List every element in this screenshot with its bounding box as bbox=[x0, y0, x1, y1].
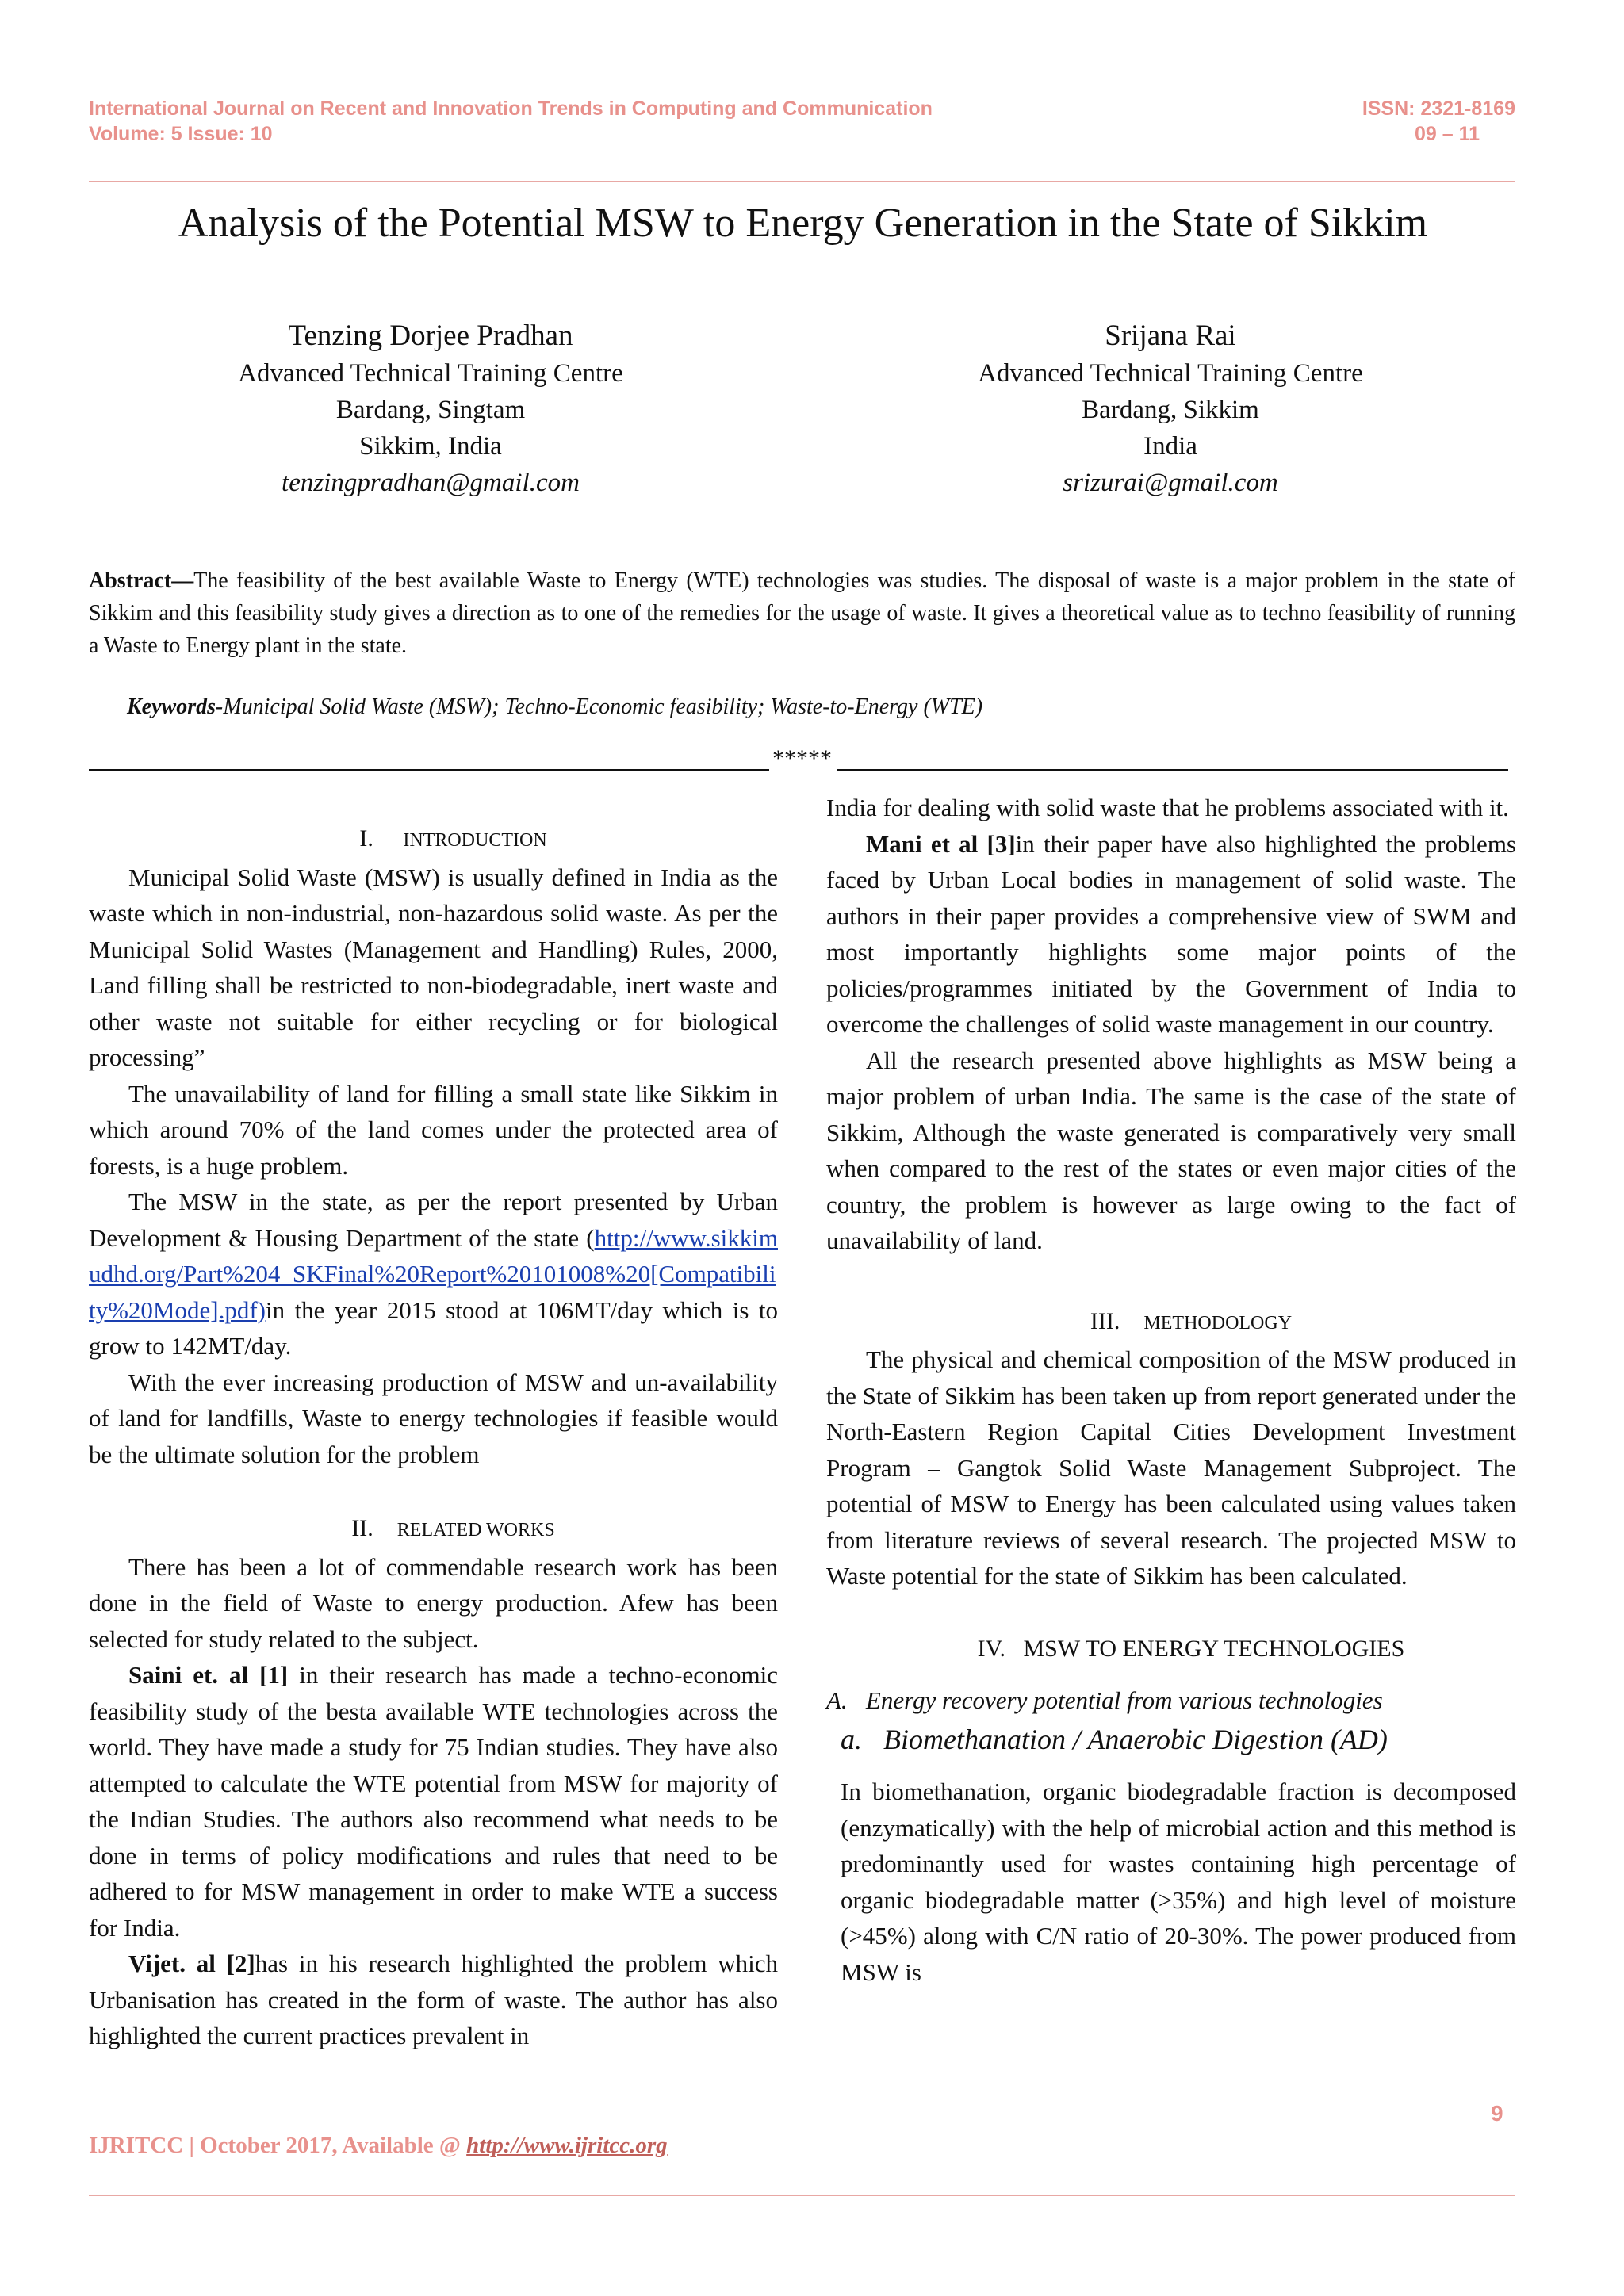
paragraph: The physical and chemical composition of the MSW produced in the State of Sikkim has been taken up from report generated under the North-Eastern Region Capital Cities Development Investment Program – Gangtok Solid Waste Management Subproject. The potential of MSW to Energy has been calculated using values taken from literature reviews of several research. The projected MSW to Waste potential for the state of Sikkim has been calculated. bbox=[826, 1345, 1516, 1590]
author-block-2 bbox=[869, 317, 1472, 501]
footer-rule bbox=[89, 2195, 1515, 2196]
keywords-text: Municipal Solid Waste (MSW); Techno-Economic feasibility; Waste-to-Energy (WTE) bbox=[223, 695, 983, 719]
paragraph-text: The MSW in the state, as per the report presented by Urban Development & Housing Department of the state ( bbox=[89, 1188, 778, 1252]
journal-name: International Journal on Recent and Innovation Trends in Computing and Communication bbox=[89, 98, 933, 120]
footer bbox=[89, 2133, 668, 2159]
paragraph-text: in their paper have also highlighted the problems faced by Urban Local bodies in management of solid waste. The authors in their paper provides a comprehensive view of SWM and most importantly highlights some major points of the policies/programmes initiated by the Government of India to overcome the challenges of solid waste management in our country. bbox=[826, 829, 1516, 1038]
volume-issue: Volume: 5 Issue: 10 bbox=[89, 123, 273, 145]
section-number: II. bbox=[351, 1515, 373, 1541]
page-range: 09 – 11 bbox=[1414, 123, 1480, 145]
paragraph: The unavailability of land for filling a small state like Sikkim in which around 70% of the land comes under the protected area of forests, is a huge problem. bbox=[89, 1079, 778, 1180]
section-title: RELATED WORKS bbox=[396, 1520, 555, 1540]
paragraph: Municipal Solid Waste (MSW) is usually defined in India as the waste which in non-industrial, non-hazardous solid waste. As per the Municipal Solid Wastes (Management and Handling) Rules, 2000, Land filling shall be restricted to non-biodegradable, inert waste and other waste not suitable for either recycling or for biological processing” bbox=[89, 863, 778, 1071]
abstract-text: The feasibility of the best available Waste to Energy (WTE) technologies was studies. The disposal of waste is a major problem in the state of Sikkim and this feasibility study gives a direction as to one of the remedies for the usage of waste. It gives a theoretical value as to techno feasibility of running a Waste to Energy plant in the state. bbox=[89, 568, 1515, 658]
header-rule bbox=[89, 181, 1515, 182]
separator-stars: ***** bbox=[772, 745, 832, 771]
page-number: 9 bbox=[1491, 2101, 1503, 2126]
author-address: Bardang, Sikkim bbox=[1082, 396, 1259, 424]
author-org: Advanced Technical Training Centre bbox=[978, 359, 1363, 388]
footer-text: IJRITCC | October 2017, Available @ bbox=[89, 2133, 467, 2158]
paragraph: With the ever increasing production of MSW and un-availability of land for landfills, Waste to energy technologies if feasible would be the ultimate solution for the problem bbox=[89, 1368, 778, 1468]
section-number: III. bbox=[1090, 1307, 1120, 1334]
paragraph: India for dealing with solid waste that he problems associated with it. bbox=[826, 794, 1509, 821]
author-block-1 bbox=[129, 317, 732, 501]
subsubsection-heading: a. Biomethanation / Anaerobic Digestion (AD) bbox=[841, 1723, 1388, 1755]
paper-title: Analysis of the Potential MSW to Energy Generation in the State of Sikkim bbox=[178, 201, 1428, 246]
paragraph bbox=[89, 1946, 778, 2054]
journal-link[interactable]: http://www.ijritcc.org bbox=[466, 2133, 668, 2158]
section-heading: IV. MSW TO ENERGY TECHNOLOGIES bbox=[977, 1635, 1405, 1662]
section-separator bbox=[89, 745, 1508, 777]
section-heading bbox=[89, 821, 778, 859]
subsection-heading: A. Energy recovery potential from various technologies bbox=[826, 1686, 1383, 1714]
author-address: Sikkim, India bbox=[359, 432, 502, 461]
separator-line bbox=[89, 769, 769, 771]
author-email: srizurai@gmail.com bbox=[1063, 469, 1278, 497]
keywords bbox=[127, 695, 982, 720]
section-heading bbox=[89, 1510, 778, 1549]
author-email: tenzingpradhan@gmail.com bbox=[282, 469, 580, 497]
keywords-label: Keywords- bbox=[127, 695, 224, 719]
paragraph: There has been a lot of commendable research work has been done in the field of Waste to energy production. Afew has been selected for study related to the subject. bbox=[89, 1552, 778, 1653]
issn: ISSN: 2321-8169 bbox=[1362, 98, 1515, 120]
author-name: Tenzing Dorjee Pradhan bbox=[288, 320, 573, 352]
section-number: I. bbox=[359, 825, 373, 851]
author-address: India bbox=[1143, 432, 1197, 461]
report-link[interactable]: http://www.sikkimudhd.org/Part%204_SKFinal%20Report%20101008%20[Compatibility%20Mode].pdf) bbox=[89, 1223, 778, 1324]
citation-ref: Saini et. al [1] bbox=[128, 1661, 289, 1689]
paragraph: All the research presented above highlights as MSW being a major problem of urban India. The same is the case of the state of Sikkim, Although the waste generated is comparatively very small when compared to the rest of the states or even major cities of the country, the problem is however as large owing to the fact of unavailability of land. bbox=[826, 1046, 1516, 1254]
section-title: METHODOLOGY bbox=[1143, 1312, 1293, 1334]
paragraph-text: has in his research highlighted the problem which Urbanisation has created in the form of waste. The author has also highlighted the current practices prevalent in bbox=[89, 1950, 779, 2049]
paragraph bbox=[89, 1657, 778, 1946]
paragraph-text: in the year 2015 stood at 106MT/day which is to grow to 142MT/day. bbox=[89, 1295, 778, 1360]
paragraph bbox=[89, 1184, 778, 1364]
right-column bbox=[826, 790, 1516, 1990]
section-heading bbox=[826, 1303, 1516, 1342]
section-title: INTRODUCTION bbox=[403, 830, 547, 851]
left-column bbox=[89, 821, 778, 2054]
citation-ref: Vijet. al [2] bbox=[128, 1950, 255, 1977]
citation-ref: Mani et al [3] bbox=[866, 829, 1016, 858]
running-header bbox=[89, 96, 1515, 147]
separator-line bbox=[837, 769, 1508, 771]
paragraph bbox=[826, 826, 1516, 1043]
paragraph: In biomethanation, organic biodegradable fraction is decomposed (enzymatically) with the help of microbial action and this method is predominantly used for wastes containing high percentage of organic biodegradable matter (>35%) and high level of moisture (>45%) along with C/N ratio of 20-30%. The power produced from MSW is bbox=[841, 1777, 1516, 1986]
abstract-label: Abstract— bbox=[89, 568, 194, 593]
abstract bbox=[89, 564, 1515, 662]
author-name: Srijana Rai bbox=[1105, 320, 1236, 352]
author-org: Advanced Technical Training Centre bbox=[238, 359, 623, 388]
paragraph-text: in their research has made a techno-economic feasibility study of the besta available WTE technologies across the world. They have made a study for 75 Indian studies. They have also attempted to calculate the WTE potential from MSW for majority of the Indian Studies. The authors also recommend what needs to be done in terms of policy modifications and rules that need to be adhered to for MSW management in order to make WTE a success for India. bbox=[89, 1661, 778, 1942]
author-address: Bardang, Singtam bbox=[335, 396, 526, 424]
